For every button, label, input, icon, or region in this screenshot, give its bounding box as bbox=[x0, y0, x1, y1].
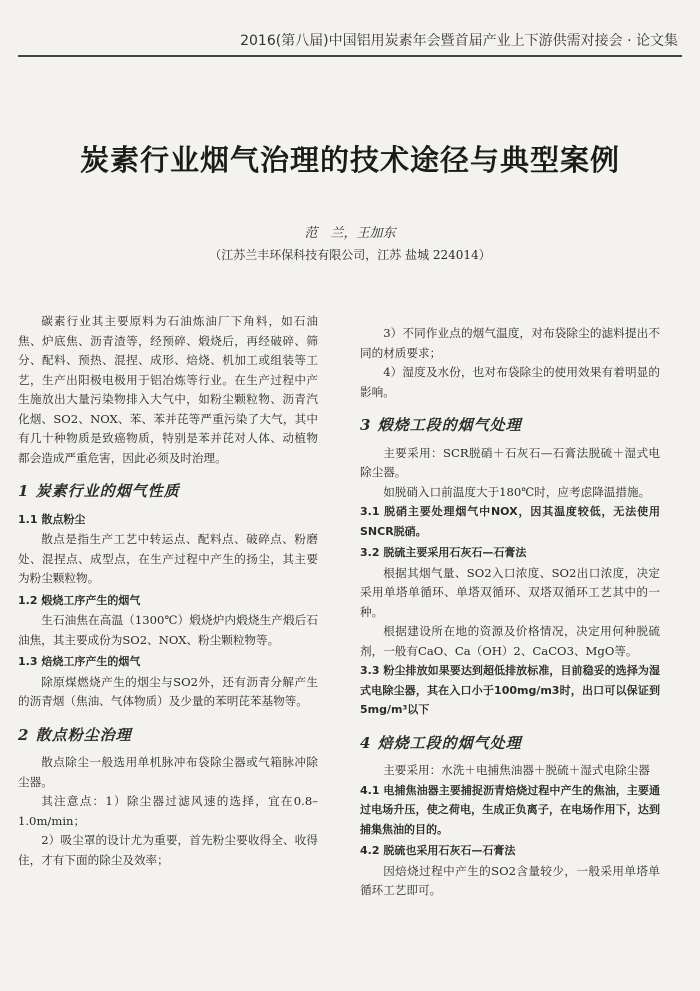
section-1-3-text: 除原煤燃烧产生的烟尘与SO2外，还有沥青分解产生的沥青烟（焦油、气体物质）及少量的苯明芘苯基物等。 bbox=[18, 674, 318, 708]
section-2-heading: 2 散点粉尘治理 bbox=[18, 725, 132, 744]
running-header bbox=[0, 0, 700, 60]
list-item-4: 4）湿度及水份，也对布袋除尘的使用效果有着明显的影响。 bbox=[360, 365, 660, 399]
section-3-heading: 3 煅烧工段的烟气处理 bbox=[360, 416, 522, 434]
paper-title: 炭素行业烟气治理的技术途径与典型案例 bbox=[79, 143, 620, 177]
section-3-1-heading: 3.1 脱硝主要处理烟气中NOX，因其温度较低，无法使用SNCR脱硝。 bbox=[360, 505, 660, 538]
section-3-3-heading: 3.3 粉尘排放如果要达到超低排放标准，目前稳妥的选择为湿式电除尘器，其在入口小于100mg/m3时，出口可以保证到5mg/m³以下 bbox=[360, 664, 660, 716]
section-2-text-1: 散点除尘一般选用单机脉冲布袋除尘器或气箱脉冲除尘器。 bbox=[18, 755, 318, 789]
section-3-2-text-1: 根据其烟气量、SO2入口浓度、SO2出口浓度，决定采用单塔单循环、单塔双循环、双塔双循环工艺其中的一种。 bbox=[360, 565, 660, 619]
section-1-2-heading: 1.2 煅烧工序产生的烟气 bbox=[18, 593, 141, 607]
section-1-1-text: 散点是指生产工艺中转运点、配料点、破碎点、粉磨处、混捏点、成型点，在生产过程中产生的扬尘，其主要为粉尘颗粒物。 bbox=[18, 532, 318, 585]
right-column bbox=[360, 324, 660, 901]
section-2-text-3: 2）吸尘罩的设计尤为重要，首先粉尘要收得全、收得住，才有下面的除尘及效率； bbox=[18, 833, 318, 867]
section-1-3-heading: 1.3 焙烧工序产生的烟气 bbox=[18, 655, 141, 668]
section-3-2-text-2: 根据建设所在地的资源及价格情况，决定用何种脱硫剂，一般有CaO、Ca（OH）2、CaCO3、MgO等。 bbox=[360, 624, 660, 658]
intro-paragraph: 碳素行业其主要原料为石油炼油厂下角料，如石油焦、炉底焦、沥青渣等，经预碎、煅烧后，再经破碎、筛分、配料、预热、混捏、成形、焙烧、机加工或组装等工艺，生产出阳极电极用于铝冶炼等行业。在生产过程中产生施放出大量污染物排入大气中，如粉尘颗粒物、沥青汽化烟、SO2、NOX、苯、苯并芘等严重污染了大气，其中有几十种物质是致癌物质，特别是苯并芘对人体、动植物都会造成严重危害，因此必须及时治理。 bbox=[18, 314, 318, 465]
header-rule bbox=[18, 55, 682, 57]
section-4-text-1: 主要采用：水洗＋电捕焦油器＋脱硫＋湿式电除尘器 bbox=[383, 763, 650, 777]
running-title: 2016(第八届)中国铝用炭素年会暨首届产业上下游供需对接会 · 论文集 bbox=[240, 33, 678, 49]
paper-affiliation: （江苏兰丰环保科技有限公司，江苏 盐城 224014） bbox=[209, 248, 491, 262]
section-4-2-heading: 4.2 脱硫也采用石灰石—石膏法 bbox=[360, 844, 516, 857]
section-3-text-2: 如脱硝入口前温度大于180℃时，应考虑降温措施。 bbox=[383, 484, 651, 499]
section-3-2-heading: 3.2 脱硫主要采用石灰石—石膏法 bbox=[360, 546, 527, 559]
section-4-heading: 4 焙烧工段的烟气处理 bbox=[360, 733, 522, 752]
section-1-heading: 1 炭素行业的烟气性质 bbox=[18, 482, 180, 500]
section-4-1-heading: 4.1 电捕焦油器主要捕捉沥青焙烧过程中产生的焦油，主要通过电场升压，使之荷电，生成正负离子，在电场作用下，达到捕集焦油的目的。 bbox=[360, 783, 660, 836]
section-1-1-heading: 1.1 散点粉尘 bbox=[18, 512, 86, 526]
section-3-text-1: 主要采用：SCR脱硝＋石灰石—石膏法脱硫＋湿式电除尘器。 bbox=[360, 445, 660, 479]
left-column bbox=[18, 312, 318, 870]
section-1-2-text: 生石油焦在高温（1300℃）煅烧炉内煅烧生产煅后石油焦，其主要成份为SO2、NOX、粉尘颗粒物等。 bbox=[18, 613, 318, 647]
section-4-2-text: 因焙烧过程中产生的SO2含量较少，一般采用单塔单循环工艺即可。 bbox=[360, 863, 660, 897]
list-item-3: 3）不同作业点的烟气温度，对布袋除尘的滤料提出不同的材质要求； bbox=[360, 326, 660, 360]
paper-authors: 范 兰，王加东 bbox=[304, 226, 396, 241]
section-2-text-2: 其注意点：1）除尘器过滤风速的选择，宜在0.8–1.0m/min； bbox=[18, 794, 318, 828]
